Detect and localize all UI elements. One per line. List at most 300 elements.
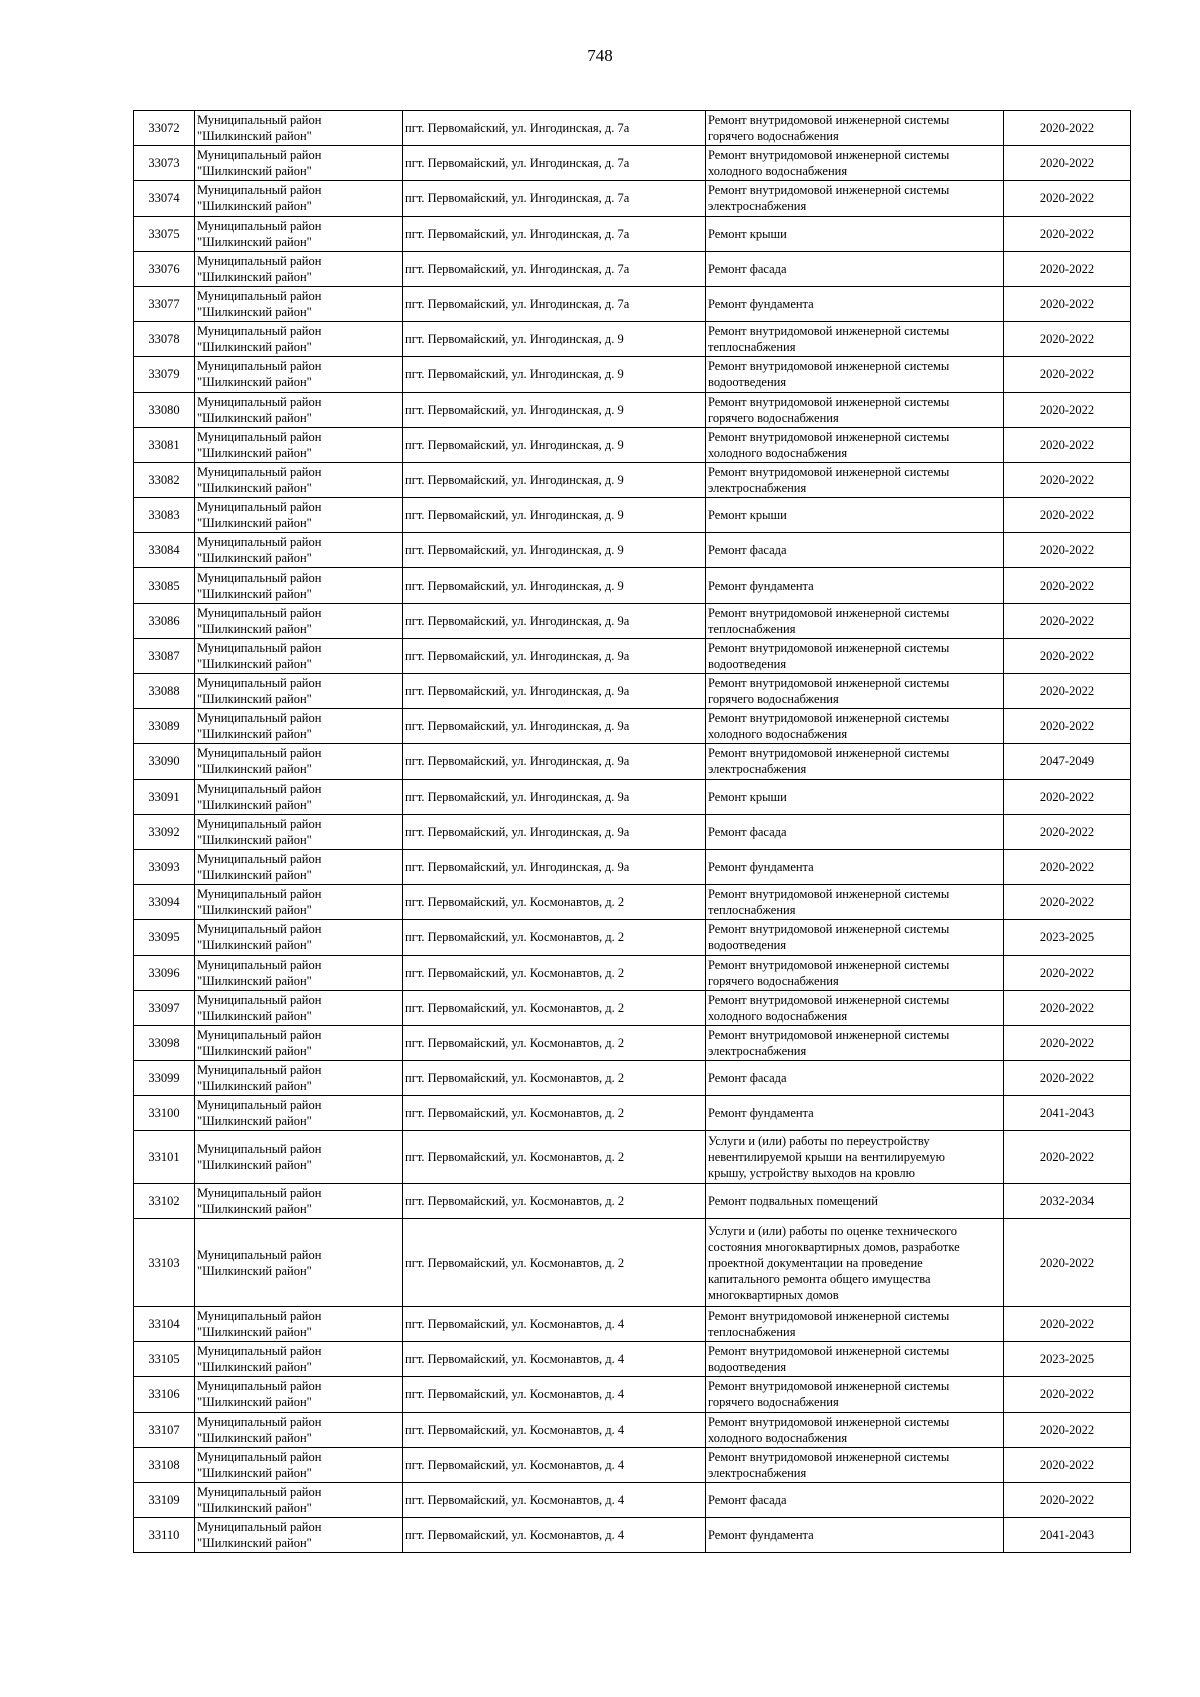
period-cell: 2020-2022: [1004, 286, 1131, 321]
row-number: 33095: [134, 920, 195, 955]
work-type-cell-line: Ремонт фасада: [708, 543, 787, 558]
work-type-cell: [706, 779, 1004, 814]
work-type-cell-line: Ремонт внутридомовой инженерной системы: [708, 1379, 950, 1394]
table-row: [134, 1377, 1131, 1412]
work-type-cell-line: горячего водоснабжения: [708, 1395, 839, 1410]
work-type-cell-line: состояния многоквартирных домов, разработке: [708, 1239, 960, 1254]
table-row: [134, 216, 1131, 251]
municipality-cell: [195, 1342, 403, 1377]
municipality-cell-line: "Шилкинский район": [197, 234, 312, 249]
municipality-cell: [195, 1025, 403, 1060]
period-cell: 2020-2022: [1004, 181, 1131, 216]
page-number: 748: [587, 46, 613, 65]
row-number: 33075: [134, 216, 195, 251]
work-type-cell-line: водоотведения: [708, 656, 787, 671]
municipality-cell-line: Муниципальный район: [197, 500, 322, 515]
period-cell: 2023-2025: [1004, 1342, 1131, 1377]
municipality-cell-line: "Шилкинский район": [197, 1043, 312, 1058]
repair-schedule-table: [133, 110, 1131, 1553]
municipality-cell: [195, 814, 403, 849]
work-type-cell: [706, 1307, 1004, 1342]
work-type-cell-line: теплоснабжения: [708, 903, 796, 918]
work-type-cell: [706, 990, 1004, 1025]
period-cell: 2020-2022: [1004, 1412, 1131, 1447]
period-cell: 2020-2022: [1004, 1131, 1131, 1184]
row-number: 33110: [134, 1518, 195, 1553]
municipality-cell: [195, 674, 403, 709]
period-cell: 2020-2022: [1004, 1447, 1131, 1482]
municipality-cell-line: "Шилкинский район": [197, 445, 312, 460]
work-type-cell-line: электроснабжения: [708, 480, 807, 495]
table-row: [134, 1447, 1131, 1482]
municipality-cell-line: "Шилкинский район": [197, 1114, 312, 1129]
municipality-cell-line: "Шилкинский район": [197, 1158, 312, 1173]
work-type-cell: [706, 955, 1004, 990]
period-cell: 2020-2022: [1004, 216, 1131, 251]
work-type-cell: [706, 462, 1004, 497]
table-row: [134, 251, 1131, 286]
work-type-cell-line: электроснабжения: [708, 1043, 807, 1058]
municipality-cell-line: Муниципальный район: [197, 1520, 322, 1535]
municipality-cell-line: "Шилкинский район": [197, 1430, 312, 1445]
work-type-cell-line: невентилируемой крыши на вентилируемую: [708, 1150, 945, 1165]
municipality-cell: [195, 146, 403, 181]
municipality-cell-line: "Шилкинский район": [197, 480, 312, 495]
municipality-cell: [195, 955, 403, 990]
municipality-cell-line: Муниципальный район: [197, 570, 322, 585]
address-cell: пгт. Первомайский, ул. Космонавтов, д. 2: [403, 1025, 706, 1060]
municipality-cell-line: "Шилкинский район": [197, 1202, 312, 1217]
work-type-cell: [706, 1482, 1004, 1517]
municipality-cell: [195, 1447, 403, 1482]
table-row: [134, 744, 1131, 779]
work-type-cell-line: горячего водоснабжения: [708, 410, 839, 425]
period-cell: 2032-2034: [1004, 1184, 1131, 1219]
municipality-cell-line: "Шилкинский район": [197, 129, 312, 144]
work-type-cell: [706, 357, 1004, 392]
address-cell: пгт. Первомайский, ул. Ингодинская, д. 9: [403, 357, 706, 392]
work-type-cell-line: Ремонт крыши: [708, 226, 787, 241]
period-cell: 2023-2025: [1004, 920, 1131, 955]
municipality-cell: [195, 1131, 403, 1184]
table-row: [134, 885, 1131, 920]
table-row: [134, 392, 1131, 427]
municipality-cell: [195, 498, 403, 533]
work-type-cell-line: Ремонт крыши: [708, 508, 787, 523]
municipality-cell-line: Муниципальный район: [197, 1414, 322, 1429]
row-number: 33100: [134, 1096, 195, 1131]
work-type-cell: [706, 744, 1004, 779]
municipality-cell-line: "Шилкинский район": [197, 938, 312, 953]
work-type-cell-line: Ремонт внутридомовой инженерной системы: [708, 640, 950, 655]
municipality-cell-line: Муниципальный район: [197, 1344, 322, 1359]
table-row: [134, 146, 1131, 181]
municipality-cell-line: Муниципальный район: [197, 852, 322, 867]
municipality-cell-line: "Шилкинский район": [197, 1465, 312, 1480]
period-cell: 2020-2022: [1004, 462, 1131, 497]
table-row: [134, 1412, 1131, 1447]
row-number: 33106: [134, 1377, 195, 1412]
municipality-cell-line: Муниципальный район: [197, 394, 322, 409]
work-type-cell-line: электроснабжения: [708, 762, 807, 777]
work-type-cell-line: Ремонт фасада: [708, 1493, 787, 1508]
municipality-cell-line: Муниципальный район: [197, 324, 322, 339]
work-type-cell-line: Ремонт фасада: [708, 261, 787, 276]
address-cell: пгт. Первомайский, ул. Космонавтов, д. 4: [403, 1482, 706, 1517]
municipality-cell: [195, 638, 403, 673]
row-number: 33080: [134, 392, 195, 427]
municipality-cell-line: Муниципальный район: [197, 957, 322, 972]
municipality-cell-line: "Шилкинский район": [197, 164, 312, 179]
row-number: 33087: [134, 638, 195, 673]
address-cell: пгт. Первомайский, ул. Ингодинская, д. 9а: [403, 814, 706, 849]
work-type-cell-line: Ремонт внутридомовой инженерной системы: [708, 1414, 950, 1429]
address-cell: пгт. Первомайский, ул. Космонавтов, д. 2: [403, 1219, 706, 1307]
table-row: [134, 814, 1131, 849]
municipality-cell-line: Муниципальный район: [197, 1449, 322, 1464]
work-type-cell-line: Ремонт внутридомовой инженерной системы: [708, 676, 950, 691]
municipality-cell: [195, 1412, 403, 1447]
municipality-cell-line: "Шилкинский район": [197, 1325, 312, 1340]
work-type-cell: [706, 146, 1004, 181]
municipality-cell-line: Муниципальный район: [197, 359, 322, 374]
row-number: 33103: [134, 1219, 195, 1307]
municipality-cell-line: "Шилкинский район": [197, 551, 312, 566]
work-type-cell-line: теплоснабжения: [708, 621, 796, 636]
row-number: 33101: [134, 1131, 195, 1184]
municipality-cell: [195, 533, 403, 568]
work-type-cell-line: холодного водоснабжения: [708, 1430, 848, 1445]
address-cell: пгт. Первомайский, ул. Космонавтов, д. 4: [403, 1447, 706, 1482]
address-cell: пгт. Первомайский, ул. Ингодинская, д. 7а: [403, 216, 706, 251]
row-number: 33076: [134, 251, 195, 286]
work-type-cell: [706, 920, 1004, 955]
address-cell: пгт. Первомайский, ул. Космонавтов, д. 4: [403, 1377, 706, 1412]
period-cell: 2020-2022: [1004, 955, 1131, 990]
work-type-cell: [706, 1131, 1004, 1184]
municipality-cell-line: Муниципальный район: [197, 1098, 322, 1113]
municipality-cell-line: "Шилкинский район": [197, 1263, 312, 1278]
work-type-cell: [706, 1412, 1004, 1447]
work-type-cell: [706, 1096, 1004, 1131]
work-type-cell-line: Ремонт фундамента: [708, 297, 814, 312]
work-type-cell-line: Ремонт внутридомовой инженерной системы: [708, 992, 950, 1007]
period-cell: 2020-2022: [1004, 1482, 1131, 1517]
municipality-cell: [195, 568, 403, 603]
table-row: [134, 111, 1131, 146]
table-row: [134, 1518, 1131, 1553]
work-type-cell-line: теплоснабжения: [708, 340, 796, 355]
municipality-cell-line: "Шилкинский район": [197, 375, 312, 390]
municipality-cell-line: "Шилкинский район": [197, 410, 312, 425]
table-row: [134, 849, 1131, 884]
row-number: 33104: [134, 1307, 195, 1342]
table-row: [134, 955, 1131, 990]
work-type-cell: [706, 638, 1004, 673]
table-row: [134, 674, 1131, 709]
municipality-cell-line: "Шилкинский район": [197, 1008, 312, 1023]
work-type-cell-line: Ремонт внутридомовой инженерной системы: [708, 1027, 950, 1042]
municipality-cell-line: Муниципальный район: [197, 113, 322, 128]
period-cell: 2020-2022: [1004, 111, 1131, 146]
table-row: [134, 1342, 1131, 1377]
work-type-cell-line: Ремонт фундамента: [708, 1528, 814, 1543]
municipality-cell: [195, 216, 403, 251]
municipality-cell-line: Муниципальный район: [197, 992, 322, 1007]
table-row: [134, 709, 1131, 744]
work-type-cell: [706, 286, 1004, 321]
address-cell: пгт. Первомайский, ул. Ингодинская, д. 9а: [403, 674, 706, 709]
municipality-cell-line: "Шилкинский район": [197, 340, 312, 355]
work-type-cell: [706, 181, 1004, 216]
municipality-cell-line: Муниципальный район: [197, 1485, 322, 1500]
municipality-cell-line: "Шилкинский район": [197, 199, 312, 214]
work-type-cell-line: Ремонт фасада: [708, 824, 787, 839]
work-type-cell-line: Ремонт фундамента: [708, 578, 814, 593]
table-row: [134, 462, 1131, 497]
municipality-cell: [195, 392, 403, 427]
municipality-cell-line: Муниципальный район: [197, 640, 322, 655]
work-type-cell: [706, 1518, 1004, 1553]
municipality-cell: [195, 1518, 403, 1553]
table-row: [134, 1096, 1131, 1131]
address-cell: пгт. Первомайский, ул. Ингодинская, д. 7а: [403, 181, 706, 216]
address-cell: пгт. Первомайский, ул. Ингодинская, д. 9а: [403, 744, 706, 779]
work-type-cell-line: Ремонт внутридомовой инженерной системы: [708, 113, 950, 128]
work-type-cell-line: Ремонт подвальных помещений: [708, 1194, 878, 1209]
address-cell: пгт. Первомайский, ул. Космонавтов, д. 4: [403, 1412, 706, 1447]
row-number: 33082: [134, 462, 195, 497]
address-cell: пгт. Первомайский, ул. Ингодинская, д. 9а: [403, 603, 706, 638]
municipality-cell-line: "Шилкинский район": [197, 973, 312, 988]
municipality-cell: [195, 744, 403, 779]
municipality-cell-line: Муниципальный район: [197, 183, 322, 198]
work-type-cell-line: горячего водоснабжения: [708, 692, 839, 707]
table-row: [134, 1219, 1131, 1307]
work-type-cell-line: Ремонт внутридомовой инженерной системы: [708, 887, 950, 902]
work-type-cell-line: Ремонт внутридомовой инженерной системы: [708, 922, 950, 937]
period-cell: 2020-2022: [1004, 322, 1131, 357]
municipality-cell-line: Муниципальный район: [197, 218, 322, 233]
table-row: [134, 498, 1131, 533]
work-type-cell: [706, 427, 1004, 462]
municipality-cell-line: Муниципальный район: [197, 887, 322, 902]
work-type-cell-line: водоотведения: [708, 375, 787, 390]
municipality-cell: [195, 709, 403, 744]
work-type-cell-line: холодного водоснабжения: [708, 164, 848, 179]
period-cell: 2020-2022: [1004, 146, 1131, 181]
row-number: 33086: [134, 603, 195, 638]
municipality-cell-line: Муниципальный район: [197, 464, 322, 479]
period-cell: 2020-2022: [1004, 849, 1131, 884]
work-type-cell: [706, 322, 1004, 357]
period-cell: 2020-2022: [1004, 814, 1131, 849]
work-type-cell-line: Ремонт внутридомовой инженерной системы: [708, 183, 950, 198]
municipality-cell: [195, 1184, 403, 1219]
municipality-cell-line: Муниципальный район: [197, 1247, 322, 1262]
row-number: 33094: [134, 885, 195, 920]
municipality-cell-line: "Шилкинский район": [197, 762, 312, 777]
municipality-cell-line: Муниципальный район: [197, 253, 322, 268]
work-type-cell-line: Ремонт внутридомовой инженерной системы: [708, 1344, 950, 1359]
table-row: [134, 638, 1131, 673]
address-cell: пгт. Первомайский, ул. Ингодинская, д. 9: [403, 322, 706, 357]
period-cell: 2020-2022: [1004, 603, 1131, 638]
municipality-cell: [195, 286, 403, 321]
period-cell: 2047-2049: [1004, 744, 1131, 779]
address-cell: пгт. Первомайский, ул. Ингодинская, д. 9а: [403, 638, 706, 673]
work-type-cell: [706, 603, 1004, 638]
address-cell: пгт. Первомайский, ул. Ингодинская, д. 9: [403, 498, 706, 533]
period-cell: 2020-2022: [1004, 427, 1131, 462]
municipality-cell-line: Муниципальный район: [197, 535, 322, 550]
municipality-cell: [195, 251, 403, 286]
address-cell: пгт. Первомайский, ул. Ингодинская, д. 9: [403, 462, 706, 497]
address-cell: пгт. Первомайский, ул. Космонавтов, д. 2: [403, 1096, 706, 1131]
work-type-cell: [706, 392, 1004, 427]
period-cell: 2020-2022: [1004, 251, 1131, 286]
municipality-cell-line: "Шилкинский район": [197, 868, 312, 883]
municipality-cell: [195, 1482, 403, 1517]
work-type-cell-line: водоотведения: [708, 1360, 787, 1375]
work-type-cell-line: холодного водоснабжения: [708, 727, 848, 742]
row-number: 33088: [134, 674, 195, 709]
row-number: 33108: [134, 1447, 195, 1482]
municipality-cell-line: "Шилкинский район": [197, 727, 312, 742]
work-type-cell-line: капитального ремонта общего имущества: [708, 1271, 931, 1286]
work-type-cell-line: водоотведения: [708, 938, 787, 953]
municipality-cell-line: "Шилкинский район": [197, 1536, 312, 1551]
address-cell: пгт. Первомайский, ул. Ингодинская, д. 9а: [403, 849, 706, 884]
municipality-cell: [195, 1219, 403, 1307]
work-type-cell: [706, 568, 1004, 603]
table-row: [134, 181, 1131, 216]
work-type-cell: [706, 1184, 1004, 1219]
row-number: 33090: [134, 744, 195, 779]
work-type-cell: [706, 709, 1004, 744]
work-type-cell-line: проектной документации на проведение: [708, 1255, 923, 1270]
municipality-cell: [195, 427, 403, 462]
work-type-cell-line: Ремонт внутридомовой инженерной системы: [708, 1449, 950, 1464]
municipality-cell: [195, 849, 403, 884]
municipality-cell-line: "Шилкинский район": [197, 586, 312, 601]
municipality-cell-line: "Шилкинский район": [197, 516, 312, 531]
row-number: 33074: [134, 181, 195, 216]
work-type-cell-line: Ремонт внутридомовой инженерной системы: [708, 359, 950, 374]
municipality-cell: [195, 990, 403, 1025]
table-row: [134, 1131, 1131, 1184]
row-number: 33084: [134, 533, 195, 568]
work-type-cell-line: Услуги и (или) работы по переустройству: [708, 1134, 930, 1149]
work-type-cell-line: Ремонт внутридомовой инженерной системы: [708, 324, 950, 339]
municipality-cell-line: Муниципальный район: [197, 1063, 322, 1078]
table-row: [134, 286, 1131, 321]
address-cell: пгт. Первомайский, ул. Космонавтов, д. 2: [403, 1131, 706, 1184]
municipality-cell-line: Муниципальный район: [197, 1186, 322, 1201]
address-cell: пгт. Первомайский, ул. Космонавтов, д. 2: [403, 920, 706, 955]
municipality-cell-line: "Шилкинский район": [197, 832, 312, 847]
work-type-cell-line: Ремонт фундамента: [708, 1106, 814, 1121]
municipality-cell-line: "Шилкинский район": [197, 305, 312, 320]
table-row: [134, 1184, 1131, 1219]
work-type-cell: [706, 1342, 1004, 1377]
work-type-cell-line: Ремонт внутридомовой инженерной системы: [708, 957, 950, 972]
table-row: [134, 779, 1131, 814]
row-number: 33078: [134, 322, 195, 357]
table-row: [134, 1025, 1131, 1060]
work-type-cell-line: крышу, устройству выходов на кровлю: [708, 1166, 915, 1181]
table-row: [134, 322, 1131, 357]
period-cell: 2041-2043: [1004, 1096, 1131, 1131]
address-cell: пгт. Первомайский, ул. Космонавтов, д. 2: [403, 885, 706, 920]
period-cell: 2020-2022: [1004, 674, 1131, 709]
row-number: 33099: [134, 1061, 195, 1096]
row-number: 33097: [134, 990, 195, 1025]
municipality-cell: [195, 181, 403, 216]
address-cell: пгт. Первомайский, ул. Космонавтов, д. 2: [403, 990, 706, 1025]
municipality-cell-line: "Шилкинский район": [197, 1501, 312, 1516]
municipality-cell-line: Муниципальный район: [197, 1379, 322, 1394]
municipality-cell-line: "Шилкинский район": [197, 269, 312, 284]
period-cell: 2020-2022: [1004, 1061, 1131, 1096]
municipality-cell-line: Муниципальный район: [197, 429, 322, 444]
work-type-cell: [706, 1061, 1004, 1096]
work-type-cell-line: Ремонт фасада: [708, 1071, 787, 1086]
work-type-cell-line: Ремонт фундамента: [708, 860, 814, 875]
municipality-cell: [195, 1307, 403, 1342]
municipality-cell-line: Муниципальный район: [197, 746, 322, 761]
row-number: 33073: [134, 146, 195, 181]
municipality-cell-line: Муниципальный район: [197, 1309, 322, 1324]
row-number: 33093: [134, 849, 195, 884]
row-number: 33077: [134, 286, 195, 321]
municipality-cell: [195, 1096, 403, 1131]
work-type-cell: [706, 814, 1004, 849]
row-number: 33092: [134, 814, 195, 849]
municipality-cell-line: Муниципальный район: [197, 781, 322, 796]
row-number: 33102: [134, 1184, 195, 1219]
address-cell: пгт. Первомайский, ул. Космонавтов, д. 2: [403, 1061, 706, 1096]
table-row: [134, 427, 1131, 462]
work-type-cell: [706, 674, 1004, 709]
row-number: 33096: [134, 955, 195, 990]
work-type-cell-line: электроснабжения: [708, 199, 807, 214]
address-cell: пгт. Первомайский, ул. Ингодинская, д. 7а: [403, 111, 706, 146]
work-type-cell-line: электроснабжения: [708, 1465, 807, 1480]
work-type-cell: [706, 1377, 1004, 1412]
period-cell: 2020-2022: [1004, 533, 1131, 568]
work-type-cell: [706, 216, 1004, 251]
municipality-cell: [195, 357, 403, 392]
work-type-cell-line: Ремонт крыши: [708, 789, 787, 804]
period-cell: 2020-2022: [1004, 498, 1131, 533]
municipality-cell-line: "Шилкинский район": [197, 1360, 312, 1375]
period-cell: 2020-2022: [1004, 990, 1131, 1025]
period-cell: 2020-2022: [1004, 392, 1131, 427]
period-cell: 2041-2043: [1004, 1518, 1131, 1553]
row-number: 33081: [134, 427, 195, 462]
municipality-cell-line: Муниципальный район: [197, 711, 322, 726]
address-cell: пгт. Первомайский, ул. Космонавтов, д. 4: [403, 1518, 706, 1553]
municipality-cell: [195, 462, 403, 497]
work-type-cell: [706, 111, 1004, 146]
address-cell: пгт. Первомайский, ул. Ингодинская, д. 9: [403, 533, 706, 568]
table-body: [134, 111, 1131, 1553]
work-type-cell: [706, 1447, 1004, 1482]
table-row: [134, 357, 1131, 392]
municipality-cell: [195, 603, 403, 638]
period-cell: 2020-2022: [1004, 709, 1131, 744]
